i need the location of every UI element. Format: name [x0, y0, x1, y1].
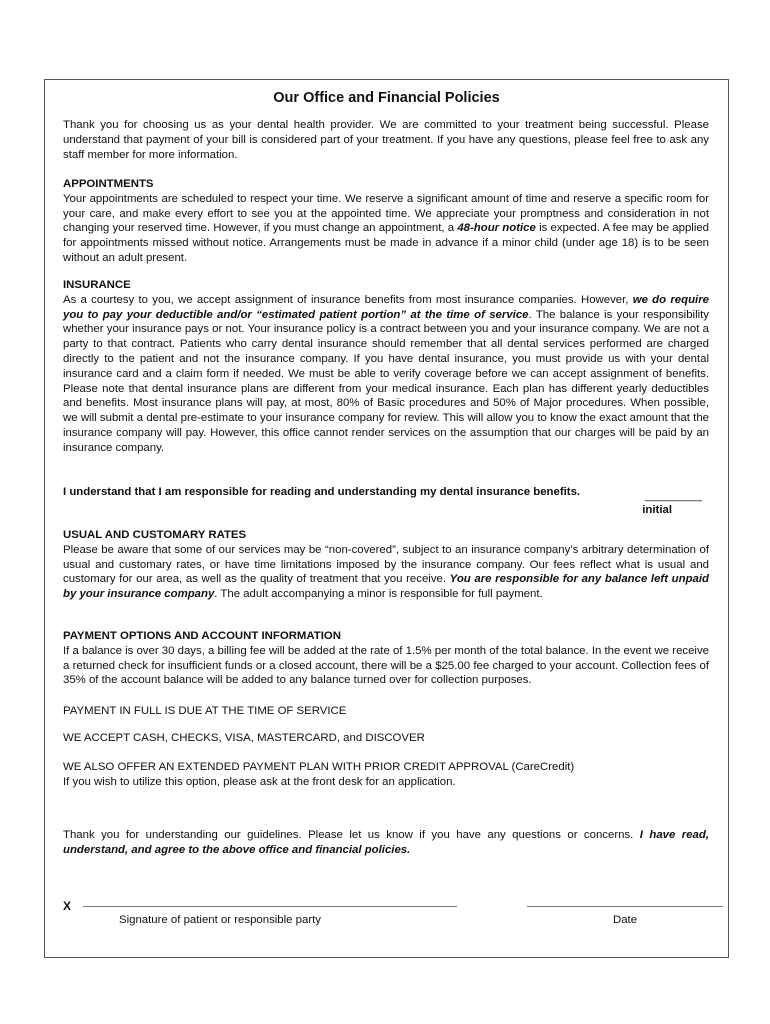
insurance-text-1: As a courtesy to you, we accept assignment of insurance benefits from most insurance companies. However,: [63, 293, 633, 306]
initial-line[interactable]: _________: [644, 490, 702, 502]
acknowledgement-text: I understand that I am responsible for reading and understanding my dental insurance benefits.: [63, 486, 581, 498]
policy-document: [44, 79, 729, 958]
usual-rates-emphasis: You are responsible for any balance left unpaid by your insurance company: [63, 573, 709, 601]
date-line[interactable]: [527, 906, 723, 907]
insurance-acknowledgement: [63, 485, 643, 500]
appointments-heading: APPOINTMENTS: [63, 178, 154, 190]
page-title: Our Office and Financial Policies: [273, 90, 500, 106]
closing-paragraph: [63, 828, 709, 858]
insurance-section: [63, 278, 709, 456]
appointments-text-2: is expected. A fee may be applied for appointments missed without notice. Arrangements must be made in advance if a minor child (under age 18) is to be seen without an adult present.: [63, 222, 710, 264]
usual-rates-heading: USUAL AND CUSTOMARY RATES: [63, 529, 247, 541]
appointments-section: [63, 177, 709, 266]
signature-mark: X: [63, 899, 72, 913]
signature-line[interactable]: [83, 906, 457, 907]
payment-plan: [63, 760, 709, 790]
usual-rates-text-2: . The adult accompanying a minor is responsible for full payment.: [214, 588, 543, 601]
payment-section: [63, 629, 709, 688]
payment-plan-note: If you wish to utilize this option, please ask at the front desk for an application.: [63, 775, 456, 788]
payment-plan-text: WE ALSO OFFER AN EXTENDED PAYMENT PLAN WITH PRIOR CREDIT APPROVAL (CareCredit): [63, 761, 575, 773]
closing-text: Thank you for understanding our guidelines. Please let us know if you have any questions or concerns.: [63, 829, 634, 841]
initial-label: initial: [642, 504, 672, 516]
payment-accepted-methods: WE ACCEPT CASH, CHECKS, VISA, MASTERCARD, and DISCOVER: [63, 732, 425, 744]
payment-text: If a balance is over 30 days, a billing fee will be added at the rate of 1.5% per month of the total balance. In the event we receive a returned check for insufficient funds or a closed account, there will be a $25.00 fee charged to your account. Collection fees of 35% of the account balance will be added to any balance turned over for collection purposes.: [63, 644, 709, 687]
appointments-emphasis: 48-hour notice: [457, 222, 536, 235]
intro-paragraph: Thank you for choosing us as your dental health provider. We are committed to your treatment being successful. Please understand that payment of your bill is considered part of your treatment. If you have any questions, please feel free to ask any staff member for more information.: [63, 119, 709, 161]
payment-heading: PAYMENT OPTIONS AND ACCOUNT INFORMATION: [63, 630, 342, 642]
insurance-emphasis: we do require you to pay your deductible and/or “estimated patient portion” at the time of service: [63, 293, 709, 321]
date-label: Date: [613, 914, 638, 926]
usual-rates-section: [63, 528, 709, 602]
insurance-text-2: . The balance is your responsibility whether your insurance pays or not. Your insurance policy is a contract between you and your insurance company. We are not a party to that contract. Patients who carry dental insurance should remember that all dental services performed are charged directly to the patient and not the insurance company. If you have dental insurance, you must provide us with your dental insurance card and a claim form if needed. We must be able to verify coverage before we can accept assignment of benefits. Please note that dental insurance plans are different from your medical insurance. Each plan has different yearly deductibles and benefits. Most insurance plans will pay, at most, 80% of Basic procedures and 50% of Major procedures. When possible, we will submit a dental pre-estimate to your insurance company for review. This will allow you to know the exact amount that the insurance company will pay. However, this office cannot render services on the assumption that our charges will be paid by an insurance company.: [63, 308, 709, 454]
usual-rates-text-1: Please be aware that some of our services may be “non-covered”, subject to an insurance company’s arbitrary determination of usual and customary rates, or have time limitations imposed by the insurance company. Our fees reflect what is usual and customary for our area, as well as the quality of treatment that you receive.: [63, 543, 709, 586]
insurance-heading: INSURANCE: [63, 279, 131, 291]
signature-label: Signature of patient or responsible party: [119, 914, 321, 926]
appointments-text-1: Your appointments are scheduled to respect your time. We reserve a significant amount of time and reserve a specific room for your care, and make every effort to see you at the appointed time. We appreciate your promptness and consideration in not changing your reserved time. However, if you must change an appointment, a: [63, 192, 709, 235]
closing-agreement: I have read, understand, and agree to the above office and financial policies.: [63, 829, 710, 856]
payment-full-due: PAYMENT IN FULL IS DUE AT THE TIME OF SERVICE: [63, 705, 347, 717]
